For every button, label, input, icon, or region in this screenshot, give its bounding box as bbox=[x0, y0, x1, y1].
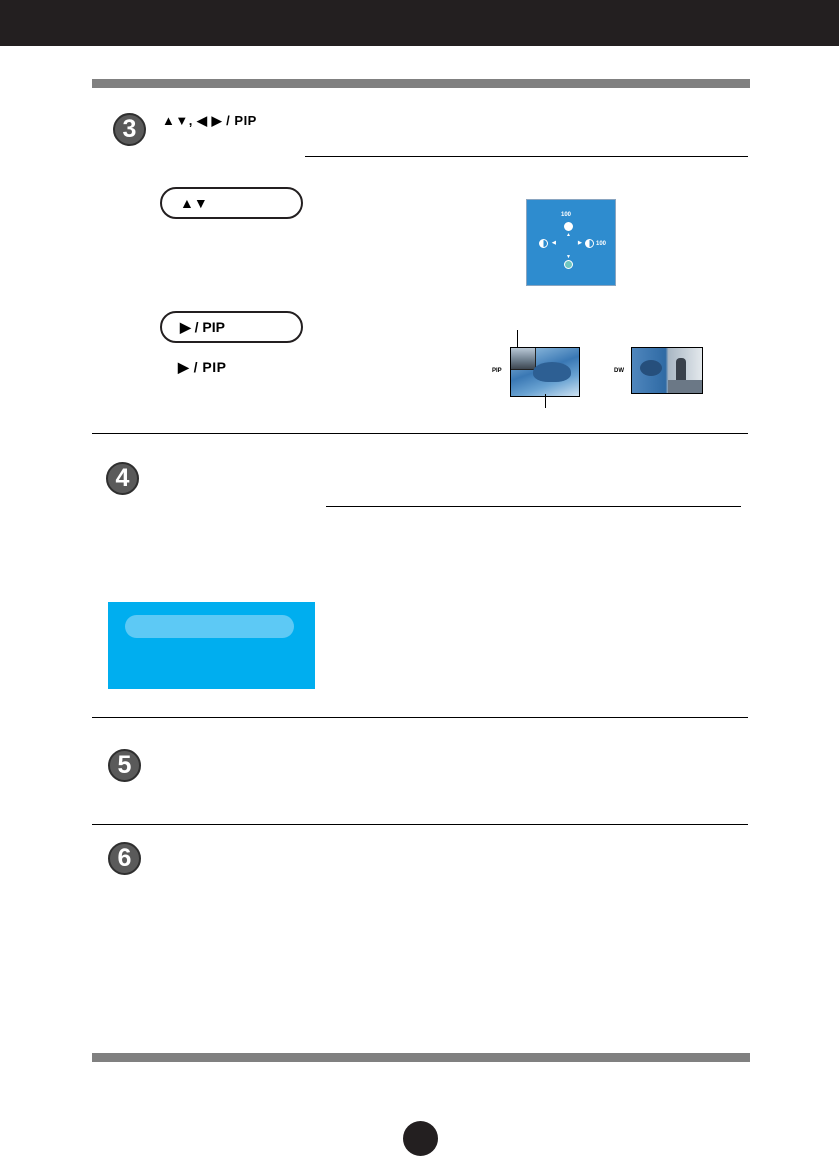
step-4-badge bbox=[106, 462, 139, 495]
position-top-knob[interactable] bbox=[564, 222, 573, 231]
dw-ground-shape bbox=[668, 380, 703, 394]
step-3-badge bbox=[113, 113, 146, 146]
header-bar bbox=[0, 0, 839, 46]
step-3-keys: ▲▼, ◀ ▶ / PIP bbox=[162, 113, 257, 128]
page-number-badge bbox=[403, 1121, 438, 1156]
section-divider-3 bbox=[92, 433, 748, 434]
osd-menu-selected-item[interactable] bbox=[125, 615, 294, 638]
position-panel bbox=[526, 199, 616, 286]
step-3-underline bbox=[305, 156, 748, 157]
up-down-arrows-icon: ▲▼ bbox=[180, 195, 208, 211]
pip-subwindow bbox=[511, 348, 536, 370]
step-6-number: 6 bbox=[117, 844, 132, 872]
step-4-number: 4 bbox=[115, 464, 130, 492]
dw-label: DW bbox=[614, 368, 624, 374]
position-right-value: 100 bbox=[596, 241, 607, 247]
dw-mode-image bbox=[631, 347, 703, 394]
right-pip-button[interactable] bbox=[160, 311, 303, 343]
position-left-knob[interactable] bbox=[539, 239, 548, 248]
bottom-divider bbox=[92, 1053, 750, 1062]
pip-callout-bottom bbox=[545, 394, 546, 408]
position-down-arrow: ▼ bbox=[566, 254, 571, 260]
up-down-button[interactable] bbox=[160, 187, 303, 219]
pip-mode-image bbox=[510, 347, 580, 397]
right-pip-label: ▶ / PIP bbox=[180, 318, 226, 335]
position-bottom-knob[interactable] bbox=[564, 260, 573, 269]
position-right-arrow: ▶ bbox=[578, 240, 582, 246]
step-4-underline bbox=[326, 506, 741, 507]
position-up-arrow: ▲ bbox=[566, 232, 571, 238]
step-5-badge bbox=[108, 749, 141, 782]
dolphin-shape bbox=[533, 362, 571, 382]
position-top-value: 100 bbox=[561, 212, 572, 218]
step-3-number: 3 bbox=[122, 115, 137, 143]
position-right-knob[interactable] bbox=[585, 239, 594, 248]
top-divider bbox=[92, 79, 750, 88]
step-6-badge bbox=[108, 842, 141, 875]
right-pip-caption: ▶ / PIP bbox=[178, 359, 227, 375]
step-5-number: 5 bbox=[117, 751, 132, 779]
position-left-arrow: ◀ bbox=[552, 240, 556, 246]
section-divider-4 bbox=[92, 717, 748, 718]
section-divider-5 bbox=[92, 824, 748, 825]
pip-label: PIP bbox=[492, 368, 502, 374]
dw-dolphin-shape bbox=[640, 360, 662, 376]
